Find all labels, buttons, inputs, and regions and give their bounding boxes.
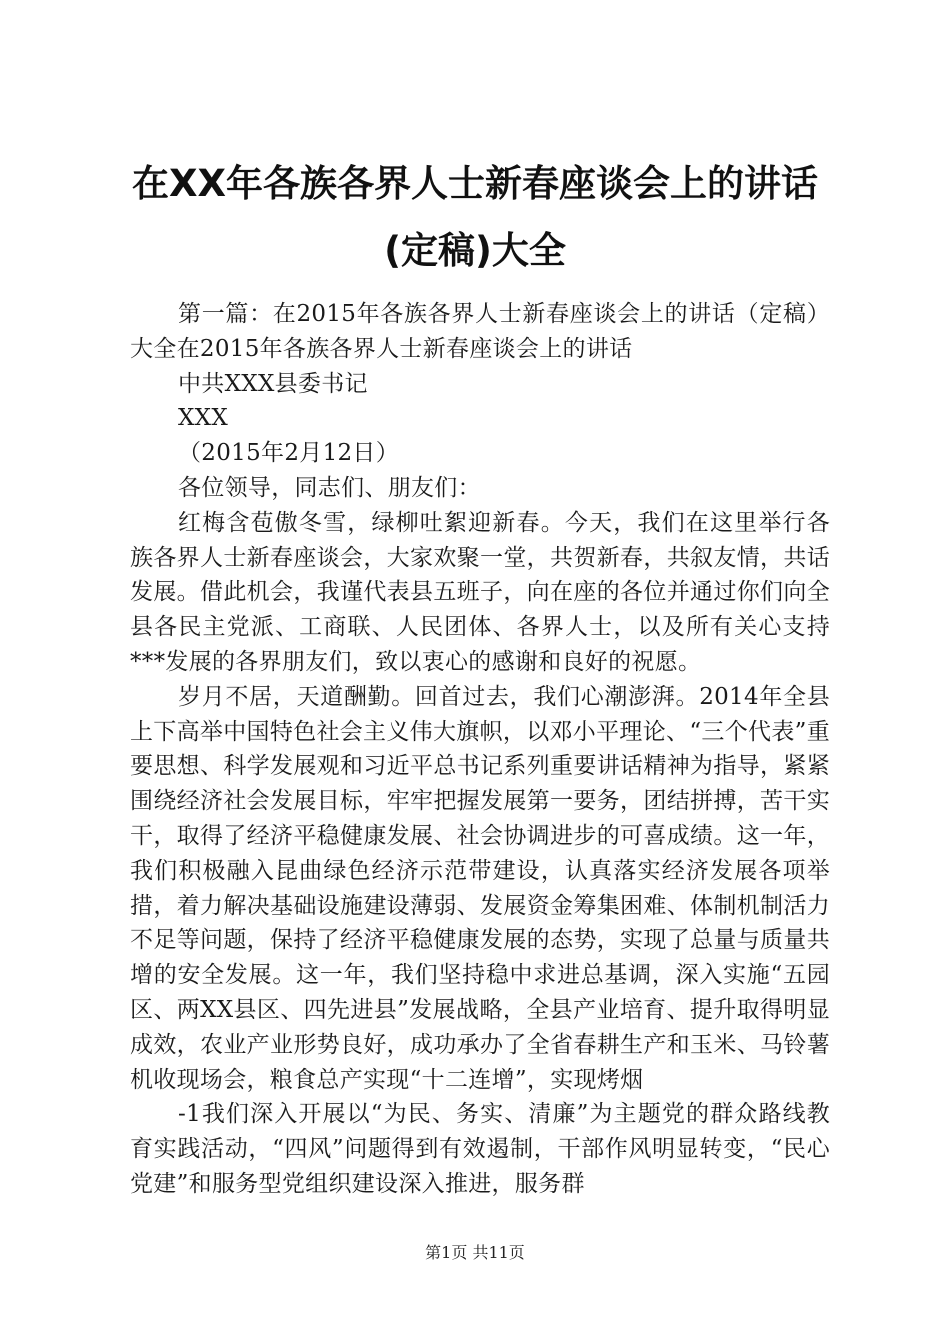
page-number-footer: 第1页 共11页 [425,1243,525,1262]
document-title: 在XX年各族各界人士新春座谈会上的讲话(定稿)大全 [131,162,819,272]
paragraph-author-name: XXX [178,405,229,432]
paragraph-date: （2015年2月12日） [178,440,400,467]
paragraph-review: 岁月不居，天道酬勤。回首过去，我们心潮澎湃。2014年全县上下高举中国特色社会主义伟大旗帜，以邓小平理论、“三个代表”重要思想、科学发展观和习近平总书记系列重要讲话精神为指导，紧紧围绕经济社会发展目标，牢牢把握发展第一要务，团结拼搏，苦干实干，取得了经济平稳健康发展、社会协调进步的可喜成绩。这一年，我们积极融入昆曲绿色经济示范带建设，认真落实经济发展各项举措，着力解决基础设施建设薄弱、发展资金筹集困难、体制机制活力不足等问题，保持了经济平稳健康发展的态势，实现了总量与质量共增的安全发展。这一年，我们坚持稳中求进总基调，深入实施“五园区、两XX县区、四先进县”发展战略，全县产业培育、提升取得明显成效，农业产业形势良好，成功承办了全省春耕生产和玉米、马铃薯机收现场会，粮食总产实现“十二连增”，实现烤烟 [130,683,830,1093]
paragraph-greeting: 红梅含苞傲冬雪，绿柳吐絮迎新春。今天，我们在这里举行各族各界人士新春座谈会，大家欢聚一堂，共贺新春，共叙友情，共话发展。借此机会，我谨代表县五班子，向在座的各位并通过你们向全县各民主党派、工商联、人民团体、各界人士，以及所有关心支持***发展的各界朋友们，致以衷心的感谢和良好的祝愿。 [130,509,830,675]
document-body [130,297,830,1202]
paragraph-author-position: 中共XXX县委书记 [178,370,368,397]
paragraph-intro: 第一篇：在2015年各族各界人士新春座谈会上的讲话（定稿）大全在2015年各族各界人士新春座谈会上的讲话 [130,301,830,362]
paragraph-continuation: -1我们深入开展以“为民、务实、清廉”为主题党的群众路线教育实践活动，“四风”问题得到有效遏制，干部作风明显转变，“民心党建”和服务型党组织建设深入推进，服务群 [130,1101,830,1197]
paragraph-salutation: 各位领导，同志们、朋友们： [178,474,481,501]
